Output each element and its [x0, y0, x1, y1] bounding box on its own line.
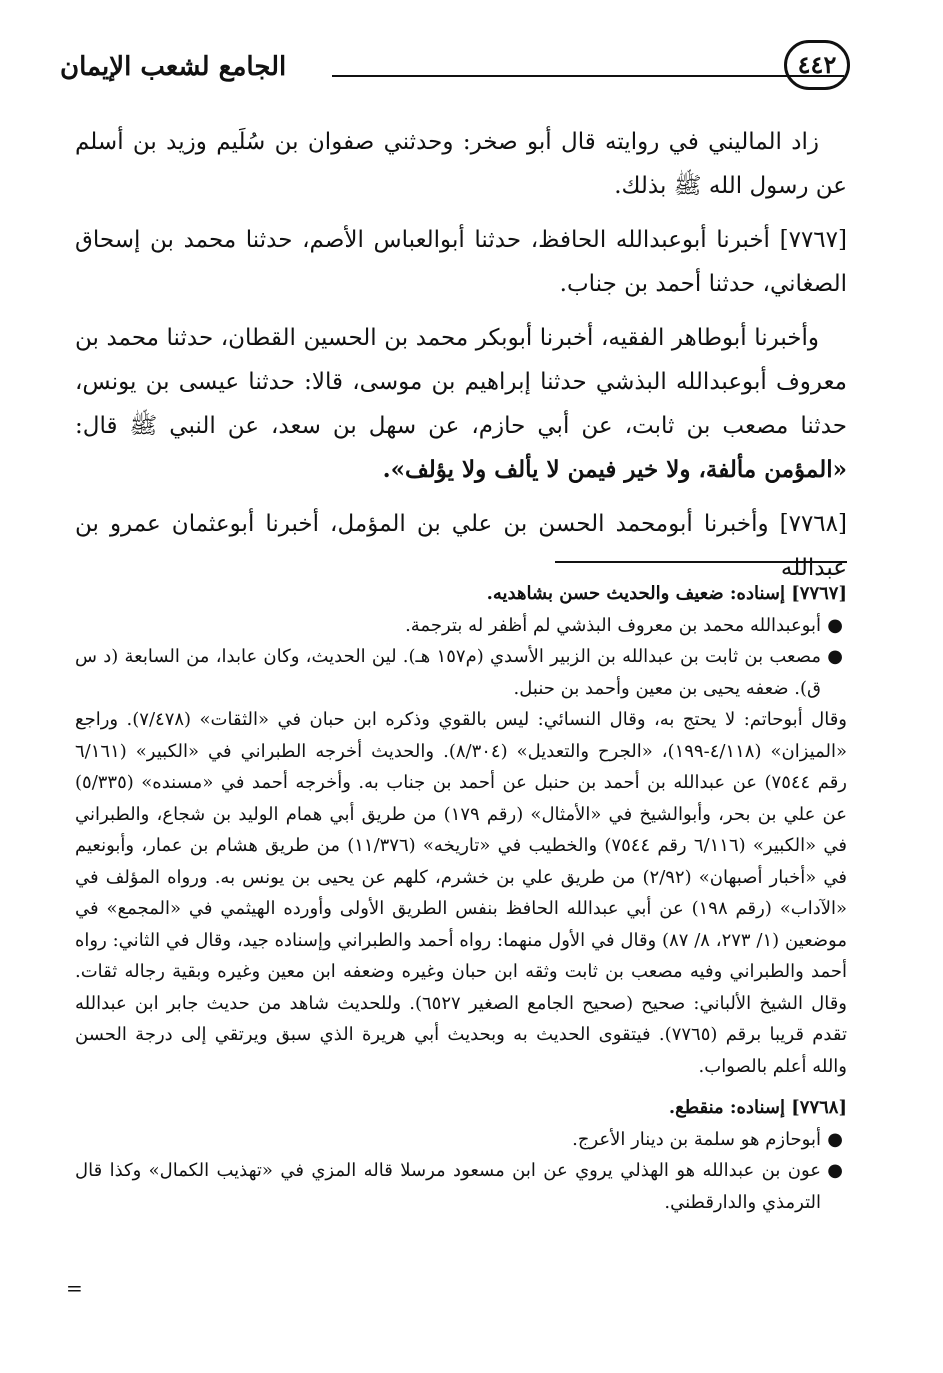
footnote-7768-bullet-2-text: عون بن عبدالله هو الهذلي يروي عن ابن مسعود مرسلا قاله المزي في «تهذيب الكمال» وكذا قال الترمذي والدارقطني. — [75, 1160, 821, 1213]
footnotes — [75, 576, 847, 1218]
page-number: ٤٤٢ — [784, 40, 850, 90]
footnote-7767-bullet-2 — [75, 641, 847, 704]
bullet-icon: ● — [827, 646, 843, 667]
footnote-7767-body: وقال أبوحاتم: لا يحتج به، وقال النسائي: ليس بالقوي وذكره ابن حبان في «الثقات» (٧/٤٧٨). وراجع «الميزان» (٤/١١٨-١٩٩)، «الجرح والتعديل» (٨/٣٠٤). والحديث أخرجه الطبراني في «الكبير» (٦/١٦١ رقم ٧٥٤٤) عن عبدالله بن أحمد بن حنبل عن أحمد بن جناب به. وأخرجه أحمد في «مسنده» (٥/٣٣٥) عن علي بن بحر، وأبوالشيخ في «الأمثال» (رقم ١٧٩) من طريق أبي همام الوليد بن شجاع، والطبراني في «الكبير» (٦/١١٦ رقم ٧٥٤٤) والخطيب في «تاريخه» (١١/٣٧٦) من طريق هشام بن عمار، وأبونعيم في «أخبار أصبهان» (٢/٩٢) من طريق علي بن خشرم، كلهم عن يحيى بن يونس به. ورواه المؤلف في «الآداب» (رقم ١٩٨) عن أبي عبدالله الحافظ بنفس الطريق الأولى وأورده الهيثمي في «المجمع» في موضعين (١/ ٢٧٣، ٨/ ٨٧) وقال في الأول منهما: رواه أحمد والطبراني وإسناده جيد، وقال في الثاني: رواه أحمد والطبراني وفيه مصعب بن ثابت وثقه ابن حبان وغيره وضعفه ابن معين وغيره وبقية رجاله ثقات. وقال الشيخ الألباني: صحيح (صحيح الجامع الصغير ٦٥٢٧). وللحديث شاهد من حديث جابر ابن عبدالله تقدم قريبا برقم (٧٧٦٥). فيتقوى الحديث به وبحديث أبي هريرة الذي سبق ويرتقي إلى درجة الحسن والله أعلم بالصواب. — [75, 709, 848, 1077]
footnote-7768-bullet-1-text: أبوحازم هو سلمة بن دينار الأعرج. — [572, 1128, 821, 1150]
footnote-gap — [75, 1082, 847, 1090]
main-paragraph-3-text: وأخبرنا أبوطاهر الفقيه، أخبرنا أبوبكر محمد بن الحسين القطان، حدثنا محمد بن معروف أبوعبدالله البذشي حدثنا إبراهيم بن موسى، قالا: حدثنا عيسى بن يونس، حدثنا مصعب بن ثابت، عن أبي حازم، عن سهل بن سعد، عن النبي ﷺ قال: — [75, 325, 847, 439]
main-paragraph-7768: [٧٧٦٨] وأخبرنا أبومحمد الحسن بن علي بن المؤمل، أخبرنا أبوعثمان عمرو بن عبدالله — [75, 511, 847, 581]
continuation-mark: = — [66, 1276, 83, 1300]
main-paragraph-7767: [٧٧٦٧] أخبرنا أبوعبدالله الحافظ، حدثنا أبوالعباس الأصم، حدثنا محمد بن إسحاق الصغاني، حدثنا أحمد بن جناب. — [75, 227, 847, 297]
footnote-7767-bullet-2-text: مصعب بن ثابت بن عبدالله بن الزبير الأسدي (م١٥٧ هـ). لين الحديث، وكان عابدا، من السابعة (د س ق). ضعفه يحيى بن معين وأحمد بن حنبل. — [75, 646, 821, 699]
footnote-separator — [555, 561, 847, 563]
hadith-quote: «المؤمن مألفة، ولا خير فيمن لا يألف ولا يؤلف». — [382, 456, 847, 483]
footnote-7768-bullet-1 — [75, 1124, 847, 1156]
book-title: الجامع لشعب الإيمان — [60, 52, 287, 82]
bullet-icon: ● — [827, 614, 843, 636]
header-rule — [332, 75, 844, 77]
footnote-7768-heading: [٧٧٦٨] إسناده: منقطع. — [668, 1097, 847, 1118]
main-paragraph-1: زاد الماليني في روايته قال أبو صخر: وحدثني صفوان بن سُلَيم وزيد بن أسلم عن رسول الله ﷺ بذلك. — [75, 129, 847, 199]
footnote-7767-heading: [٧٧٦٧] إسناده: ضعيف والحديث حسن بشاهديه. — [486, 583, 847, 604]
main-text — [75, 120, 847, 600]
page-header — [60, 40, 850, 100]
footnote-7767-bullet-1-text: أبوعبدالله محمد بن معروف البذشي لم أظفر له بترجمة. — [405, 614, 821, 636]
footnote-7767-bullet-1 — [75, 610, 847, 642]
bullet-icon: ● — [827, 1160, 843, 1181]
bullet-icon: ● — [827, 1128, 843, 1150]
footnote-7768-bullet-2 — [75, 1155, 847, 1218]
main-paragraph-3 — [75, 316, 847, 492]
